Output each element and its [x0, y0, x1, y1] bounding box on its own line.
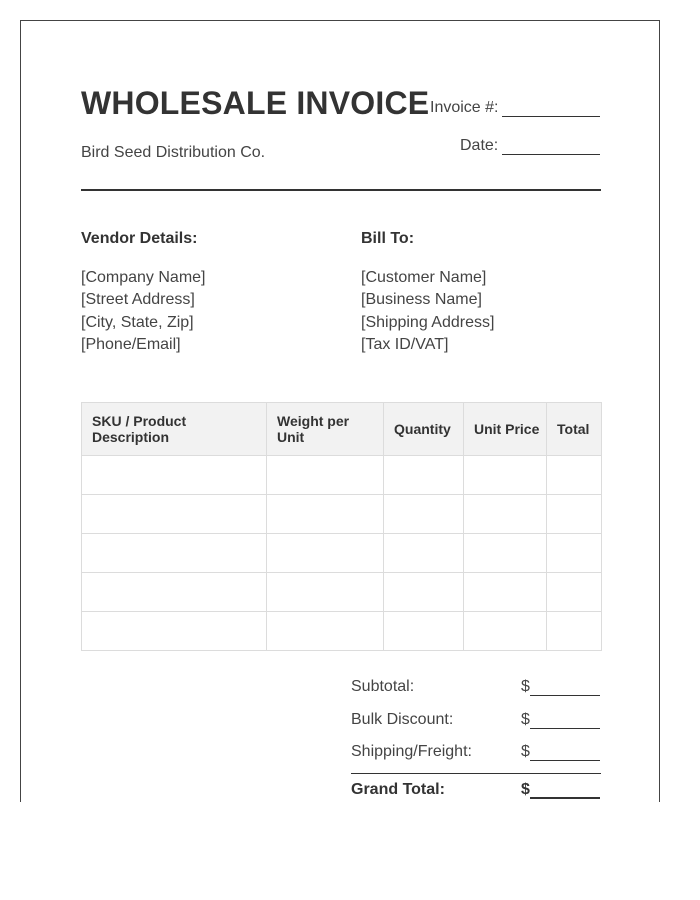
table-row [82, 534, 602, 573]
header-divider [81, 189, 601, 191]
date-label: Date: [460, 137, 499, 154]
invoice-title: WHOLESALE INVOICE [81, 85, 430, 121]
column-header-total: Total [547, 403, 602, 456]
table-cell[interactable] [384, 612, 464, 651]
table-cell[interactable] [82, 456, 267, 495]
table-cell[interactable] [547, 495, 602, 534]
subtotal-currency: $ [521, 678, 530, 695]
table-cell[interactable] [82, 573, 267, 612]
column-header-weight: Weight per Unit [267, 403, 384, 456]
table-cell[interactable] [82, 612, 267, 651]
table-cell[interactable] [384, 495, 464, 534]
table-cell[interactable] [267, 495, 384, 534]
bulk-discount-currency: $ [521, 711, 530, 728]
invoice-number-field[interactable] [430, 99, 600, 117]
table-cell[interactable] [547, 573, 602, 612]
shipping-freight-label: Shipping/Freight: [351, 743, 472, 760]
line-items-table [81, 402, 602, 651]
vendor-details-heading: Vendor Details: [81, 230, 198, 247]
bill-to-block [361, 267, 494, 357]
vendor-details-block [81, 267, 206, 357]
column-header-sku: SKU / Product Description [82, 403, 267, 456]
table-cell[interactable] [464, 456, 547, 495]
table-cell[interactable] [384, 456, 464, 495]
vendor-company-name: [Company Name] [81, 269, 206, 286]
grand-total-currency: $ [521, 781, 530, 798]
grand-total-blank[interactable] [530, 783, 600, 799]
shipping-freight-blank[interactable] [530, 746, 600, 761]
column-header-quantity: Quantity [384, 403, 464, 456]
bill-tax-id: [Tax ID/VAT] [361, 336, 449, 354]
table-row [82, 573, 602, 612]
table-cell[interactable] [464, 573, 547, 612]
invoice-number-blank[interactable] [502, 102, 600, 117]
bill-shipping-address: [Shipping Address] [361, 313, 495, 331]
table-row [82, 612, 602, 651]
vendor-phone-email: [Phone/Email] [81, 336, 181, 354]
column-header-unit-price: Unit Price [464, 403, 547, 456]
table-row [82, 495, 602, 534]
table-cell[interactable] [384, 534, 464, 573]
shipping-freight-field[interactable] [521, 743, 600, 761]
table-cell[interactable] [82, 495, 267, 534]
date-blank[interactable] [502, 140, 600, 155]
table-cell[interactable] [547, 534, 602, 573]
date-field[interactable] [460, 137, 600, 155]
table-cell[interactable] [547, 612, 602, 651]
bulk-discount-label: Bulk Discount: [351, 711, 454, 728]
bulk-discount-blank[interactable] [530, 714, 600, 729]
table-cell[interactable] [267, 612, 384, 651]
grand-total-divider [351, 773, 601, 774]
bill-business-name: [Business Name] [361, 291, 482, 309]
table-cell[interactable] [82, 534, 267, 573]
invoice-number-label: Invoice #: [430, 99, 499, 116]
table-row [82, 456, 602, 495]
bill-customer-name: [Customer Name] [361, 269, 487, 286]
table-cell[interactable] [464, 612, 547, 651]
vendor-street-address: [Street Address] [81, 291, 195, 309]
table-cell[interactable] [384, 573, 464, 612]
company-name: Bird Seed Distribution Co. [81, 144, 266, 161]
table-cell[interactable] [464, 495, 547, 534]
grand-total-label: Grand Total: [351, 781, 445, 798]
subtotal-blank[interactable] [530, 681, 600, 696]
vendor-city-state-zip: [City, State, Zip] [81, 313, 194, 331]
subtotal-label: Subtotal: [351, 678, 415, 695]
invoice-page [20, 20, 660, 802]
bulk-discount-field[interactable] [521, 711, 600, 729]
table-cell[interactable] [547, 456, 602, 495]
table-cell[interactable] [267, 534, 384, 573]
table-cell[interactable] [267, 456, 384, 495]
table-header-row [82, 403, 602, 456]
table-cell[interactable] [464, 534, 547, 573]
shipping-freight-currency: $ [521, 743, 530, 760]
bill-to-heading: Bill To: [361, 230, 415, 247]
grand-total-field[interactable] [521, 781, 600, 799]
table-cell[interactable] [267, 573, 384, 612]
subtotal-field[interactable] [521, 678, 600, 696]
